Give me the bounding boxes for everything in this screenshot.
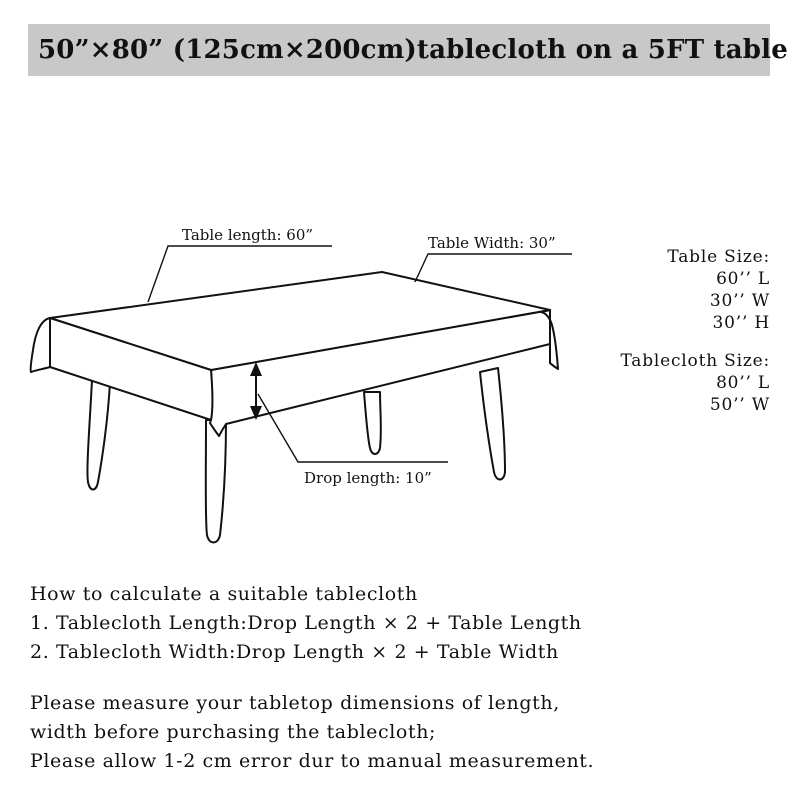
- table-size-heading: Table Size:: [667, 247, 770, 267]
- table-leg-front-left: [206, 420, 226, 543]
- table-width-label: Table Width: 30”: [428, 234, 556, 252]
- instructions-step-1: 1. Tablecloth Length:Drop Length × 2 + Table Length: [30, 612, 582, 634]
- table-height-spec: 30’’ H: [712, 313, 770, 333]
- tablecloth-width-spec: 50’’ W: [709, 395, 770, 415]
- table-length-label: Table length: 60”: [182, 226, 314, 244]
- drop-length-label: Drop length: 10”: [304, 469, 432, 487]
- tablecloth-size-heading: Tablecloth Size:: [620, 351, 770, 371]
- calculation-instructions: [30, 580, 770, 776]
- measurement-note-2: width before purchasing the tablecloth;: [30, 721, 437, 743]
- table-length-spec: 60’’ L: [716, 269, 770, 289]
- table-width-leader: [415, 254, 572, 282]
- tablecloth-length-spec: 80’’ L: [716, 373, 770, 393]
- table-leg-back-left: [87, 380, 110, 490]
- instructions-heading: How to calculate a suitable tablecloth: [30, 583, 418, 605]
- size-specifications: [570, 246, 770, 416]
- page-title: 50”×80” (125cm×200cm)tablecloth on a 5FT table: [38, 35, 788, 65]
- table-leg-front-right: [480, 368, 505, 480]
- measurement-note-3: Please allow 1-2 cm error dur to manual measurement.: [30, 750, 595, 772]
- table-width-spec: 30’’ W: [709, 291, 770, 311]
- tablecloth-drape-left: [31, 318, 50, 372]
- table-leg-back-middle: [364, 392, 381, 454]
- measurement-note-1: Please measure your tabletop dimensions of length,: [30, 692, 560, 714]
- instructions-step-2: 2. Tablecloth Width:Drop Length × 2 + Table Width: [30, 641, 559, 663]
